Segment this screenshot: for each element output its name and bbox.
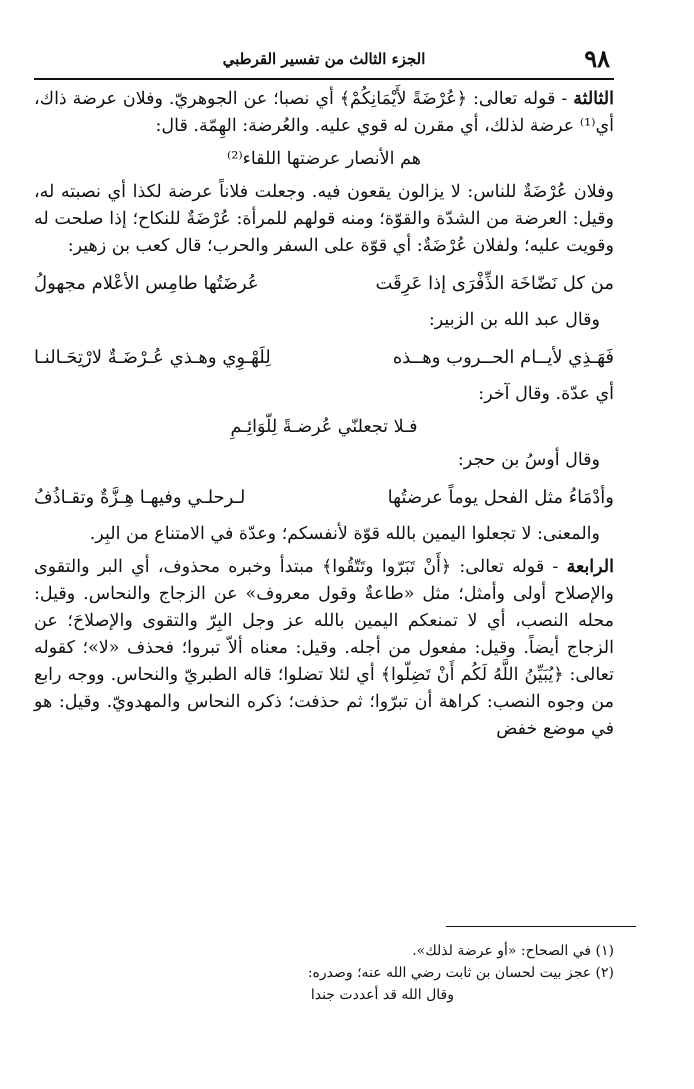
running-title: الجزء الثالث من تفسير القرطبي <box>222 50 426 68</box>
paragraph-urda: وفلان عُرْضَةٌ للناس: لا يزالون يقعون فيه. وجعلت فلاناً عرضة لكذا أي نصبته له، وقيل: العرضة من الشدّة والقوّة؛ ومنه قولهم للمرأة: عُرْضَةٌ للنكاح؛ إذا صلحت له وقويت عليه؛ ولفلان عُرْضَةٌ: أي قوّة على السفر والحرب؛ قال كعب بن زهير: <box>34 182 614 256</box>
verse-kaab-first-hemistich: من كل نَضّاخَة الذِّفْرَى إذا عَرِقَت <box>375 273 614 294</box>
verse-aws <box>34 484 614 511</box>
verse-aws-second-hemistich: لـرحلـي وفيهـا هِـزَّةٌ وتقـاذُفُ <box>34 487 246 508</box>
verse-kaab <box>34 270 614 297</box>
paragraph-third-text: - قوله تعالى: ﴿عُرْضَةً لأَيْمَانِكُمْ﴾ أي نصبا؛ عن الجوهريّ. وفلان عرضة ذاك، أي⁽¹⁾ عرضة لذلك، أي مقرن له قوي عليه. والعُرضة: الهِمّة. قال: <box>34 89 614 136</box>
paragraph-fourth <box>34 554 614 743</box>
paragraph-fourth-text: - قوله تعالى: ﴿أَنْ تَبَرّوا وتَتّقُوا﴾ مبتدأ وخبره محذوف، أي البر والتقوى والإصلاح أولى وأمثل؛ مثل «طاعةٌ وقول معروف» عن الزجاج والنحاس. وقيل: محله النصب، أي لا تمنعكم اليمين بالله عز وجل البِرّ والتقوى والإصلاحَ؛ عن الزجاج أيضاً. وقيل: مفعول من أجله. وقيل: معناه ألاّ تبروا؛ فحذف «لا»؛ كقوله تعالى: ﴿يُبَيِّنُ اللَّهُ لَكُم أَنْ تَضِلّوا﴾ أي لئلا تضلوا؛ قاله الطبريّ والنحاس. ووجه رابع من وجوه النصب: كراهة أن تبرّوا؛ ثم حذفت؛ ذكره النحاس والمهدويّ. وقيل: هو في موضع خفض <box>34 557 614 739</box>
footnote-divider <box>446 926 636 927</box>
line-abdullah-ibn-zubair: وقال عبد الله بن الزبير: <box>428 310 600 330</box>
section-label-third: الثالثة <box>573 89 614 109</box>
paragraph-meaning: والمعنى: لا تجعلوا اليمين بالله قوّة لأنفسكم؛ وعدّة في الامتناع من البِر. <box>89 524 600 544</box>
section-label-fourth: الرابعة <box>566 557 614 577</box>
verse-ibn-zubair <box>34 344 614 371</box>
verse-ibn-zubair-first-hemistich: فَهَـذِي لأيــام الحــروب وهــذه <box>392 347 614 368</box>
verse-ibn-zubair-second-hemistich: لِلَهْـوِي وهـذي عُـرْضَـةٌ لارْتِحَـالنـا <box>34 347 271 368</box>
footnote-2-verse: وقال الله قد أعددت جندا <box>310 987 454 1003</box>
footnote-1: (١) في الصحاح: «أو عرضة لذلك». <box>412 943 614 959</box>
footnotes <box>34 940 614 1006</box>
line-idda: أي عدّة. وقال آخر: <box>478 384 614 404</box>
line-aws-ibn-hajar: وقال أوسُ بن حجر: <box>457 450 600 470</box>
main-text <box>34 86 614 743</box>
verse-hassan: هم الأنصار عرضتها اللقاء⁽²⁾ <box>227 149 421 169</box>
verse-kaab-second-hemistich: عُرضَتُها طامِس الأعْلام مجهولُ <box>34 273 259 294</box>
verse-aws-first-hemistich: وأدْمَاءُ مثل الفحل يوماً عرضتُها <box>387 487 614 508</box>
page-header <box>34 40 614 80</box>
paragraph-third <box>34 86 614 140</box>
verse-another: فـلا تجعلنّي عُرضـةً لِلّوَائِـمِ <box>230 417 418 437</box>
page <box>34 40 614 743</box>
page-number: ٩٨ <box>584 44 610 73</box>
footnote-2: (٢) عجز بيت لحسان بن ثابت رضي الله عنه؛ وصدره: <box>307 965 614 981</box>
